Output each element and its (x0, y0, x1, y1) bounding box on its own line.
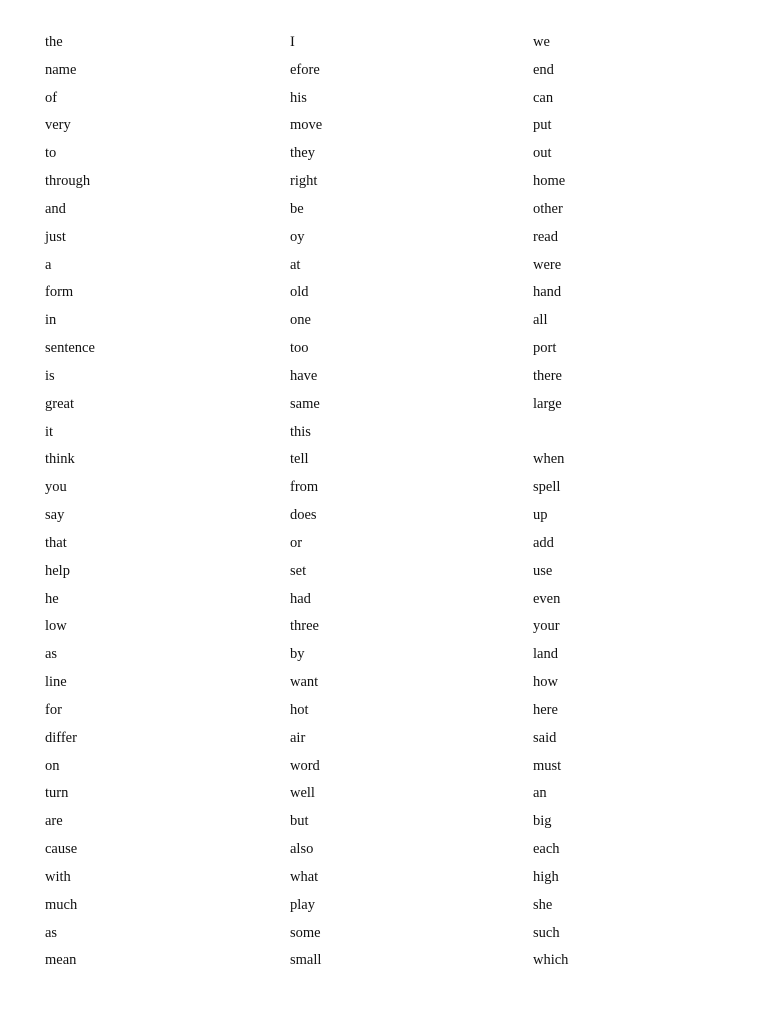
word-item: cause (45, 841, 78, 858)
word-item: a (45, 256, 52, 273)
word-item: turn (45, 785, 69, 802)
word-item: each (533, 841, 560, 858)
word-column-2 (290, 33, 490, 979)
word-item: through (45, 173, 91, 190)
word-item: also (290, 841, 314, 858)
word-item: we (533, 34, 550, 50)
word-item: set (290, 562, 307, 579)
word-item: must (533, 757, 562, 774)
word-item: move (290, 117, 323, 134)
word-item: all (533, 312, 548, 329)
word-item: but (290, 813, 309, 830)
word-item: such (533, 924, 560, 941)
word-item: this (290, 423, 311, 440)
word-item: on (45, 757, 60, 774)
word-item: which (533, 952, 569, 969)
word-item: here (533, 701, 558, 718)
word-item: great (45, 395, 74, 412)
word-item: even (533, 590, 561, 607)
word-item: how (533, 674, 558, 691)
word-item: is (45, 367, 55, 384)
word-item: say (45, 507, 65, 524)
word-item: an (533, 785, 547, 802)
word-item: have (290, 367, 318, 384)
word-item: they (290, 145, 315, 162)
word-item: differ (45, 729, 77, 746)
word-item: three (290, 618, 319, 635)
word-item: that (45, 534, 67, 551)
word-item: right (290, 173, 318, 190)
word-item: read (533, 228, 558, 245)
word-item: port (533, 340, 557, 357)
word-item: play (290, 896, 315, 913)
word-item: from (290, 479, 319, 496)
word-item: large (533, 395, 562, 412)
word-item: name (45, 61, 77, 78)
word-item: for (45, 701, 62, 718)
word-item: same (290, 395, 320, 412)
word-item: what (290, 868, 319, 885)
word-item: of (45, 89, 58, 106)
word-item: too (290, 340, 309, 357)
word-item: very (45, 117, 71, 134)
word-item: were (533, 256, 562, 273)
word-item: at (290, 256, 301, 273)
word-item: and (45, 200, 66, 217)
word-item: spell (533, 479, 561, 496)
word-item: use (533, 562, 553, 579)
word-item: when (533, 451, 565, 468)
word-item: by (290, 646, 305, 663)
word-item: tell (290, 451, 309, 468)
word-item: said (533, 729, 557, 746)
word-item: hand (533, 284, 562, 301)
word-item: there (533, 367, 562, 384)
word-column-1 (45, 33, 245, 979)
word-item: can (533, 89, 554, 106)
word-item: the (45, 34, 63, 50)
word-item: oy (290, 228, 305, 245)
word-item (533, 423, 733, 451)
word-item: I (290, 34, 295, 50)
word-item: she (533, 896, 553, 913)
word-item: out (533, 145, 552, 162)
word-column-3 (533, 33, 733, 979)
word-item: line (45, 674, 67, 691)
word-item: some (290, 924, 321, 941)
word-item: your (533, 618, 560, 635)
word-item: had (290, 590, 311, 607)
word-item: as (45, 646, 58, 663)
word-item: efore (290, 61, 320, 78)
word-item: help (45, 562, 70, 579)
word-item: much (45, 896, 78, 913)
word-item: are (45, 813, 63, 830)
word-item: other (533, 200, 563, 217)
word-item: form (45, 284, 74, 301)
word-item: he (45, 590, 59, 607)
word-item: well (290, 785, 315, 802)
word-item: to (45, 145, 57, 162)
word-item: one (290, 312, 311, 329)
word-item: old (290, 284, 309, 301)
word-item: want (290, 674, 319, 691)
word-item: small (290, 952, 322, 969)
word-item: you (45, 479, 67, 496)
word-item: as (45, 924, 58, 941)
word-item: big (533, 813, 552, 830)
word-item: his (290, 89, 307, 106)
word-item: sentence (45, 340, 95, 357)
word-item: high (533, 868, 559, 885)
word-item: up (533, 507, 548, 524)
word-item: mean (45, 952, 77, 969)
word-item: think (45, 451, 75, 468)
word-item: land (533, 646, 558, 663)
word-item: with (45, 868, 71, 885)
word-item: low (45, 618, 67, 635)
word-item: put (533, 117, 552, 134)
word-item: word (290, 757, 320, 774)
word-item: or (290, 534, 303, 551)
word-item: home (533, 173, 566, 190)
word-item: hot (290, 701, 309, 718)
word-item: it (45, 423, 54, 440)
word-item: in (45, 312, 57, 329)
word-item: air (290, 729, 306, 746)
word-item: does (290, 507, 317, 524)
word-item: just (45, 228, 66, 245)
word-item: end (533, 61, 554, 78)
word-item: add (533, 534, 554, 551)
word-item: be (290, 200, 304, 217)
